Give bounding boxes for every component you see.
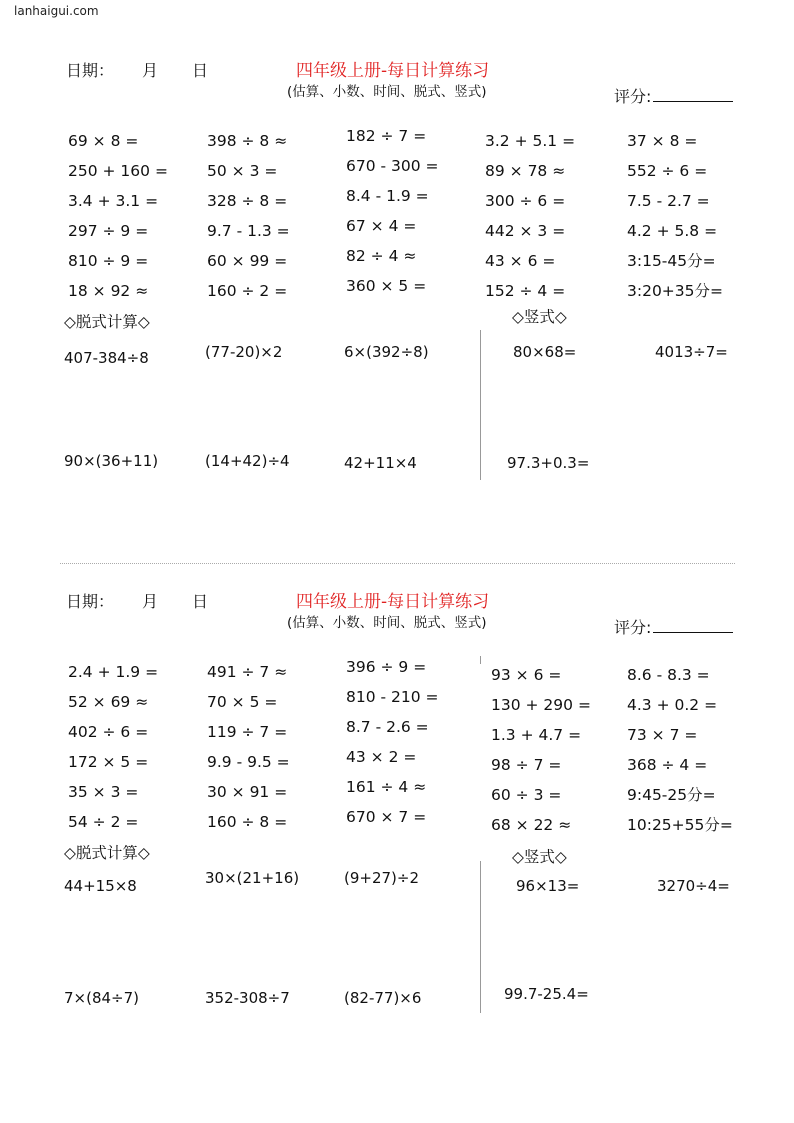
problem: 172 × 5 =: [68, 753, 149, 771]
worksheet-title: 四年级上册-每日计算练习: [296, 61, 490, 81]
problem: 4.3 + 0.2 =: [627, 696, 718, 714]
tuoshi-problem: 407-384÷8: [64, 349, 149, 367]
problem: 43 × 6 =: [485, 252, 556, 270]
problem: 396 ÷ 9 =: [346, 658, 427, 676]
problem: 161 ÷ 4 ≈: [346, 778, 427, 796]
section-divider-line: [480, 330, 481, 480]
problem: 10:25+55分=: [627, 816, 733, 834]
shushi-problem: 4013÷7=: [655, 343, 728, 361]
problem: 360 × 5 =: [346, 277, 427, 295]
problem-column-4: [491, 660, 591, 840]
problem: 98 ÷ 7 =: [491, 756, 562, 774]
worksheet-2: [0, 531, 794, 1031]
worksheet-title: 四年级上册-每日计算练习: [296, 592, 490, 612]
problem: 35 × 3 =: [68, 783, 139, 801]
problem: 119 ÷ 7 =: [207, 723, 288, 741]
problem: 9.9 - 9.5 =: [207, 753, 290, 771]
problem: 552 ÷ 6 =: [627, 162, 708, 180]
tuoshi-problem: 90×(36+11): [64, 452, 159, 470]
worksheet-subtitle: (估算、小数、时间、脱式、竖式): [287, 615, 487, 631]
tuoshi-problem: 6×(392÷8): [344, 343, 429, 361]
date-label: 日期：: [66, 61, 115, 80]
problem: 402 ÷ 6 =: [68, 723, 149, 741]
month-label: 月: [142, 592, 159, 611]
site-watermark: lanhaigui.com: [14, 4, 99, 18]
problem: 50 × 3 =: [207, 162, 278, 180]
problem: 182 ÷ 7 =: [346, 127, 427, 145]
problem: 9:45-25分=: [627, 786, 716, 804]
problem: 93 × 6 =: [491, 666, 562, 684]
problem: 328 ÷ 8 =: [207, 192, 288, 210]
section-divider-line: [480, 861, 481, 1013]
problem: 37 × 8 =: [627, 132, 698, 150]
problem: 3.4 + 3.1 =: [68, 192, 159, 210]
day-label: 日: [192, 592, 209, 611]
score-blank[interactable]: [653, 85, 733, 102]
shushi-problem: 96×13=: [516, 877, 580, 895]
problem: 442 × 3 =: [485, 222, 566, 240]
problem: 670 × 7 =: [346, 808, 427, 826]
tuoshi-problem: 352-308÷7: [205, 989, 290, 1007]
shushi-section-label: ◇竖式◇: [512, 308, 567, 326]
problem: 491 ÷ 7 ≈: [207, 663, 288, 681]
problem: 68 × 22 ≈: [491, 816, 572, 834]
problem: 8.7 - 2.6 =: [346, 718, 429, 736]
problem-column-4: [485, 126, 575, 306]
problem: 69 × 8 =: [68, 132, 139, 150]
problem: 82 ÷ 4 ≈: [346, 247, 417, 265]
tuoshi-problem: (14+42)÷4: [205, 452, 290, 470]
problem: 7.5 - 2.7 =: [627, 192, 710, 210]
shushi-problem: 99.7-25.4=: [504, 985, 589, 1003]
score-blank[interactable]: [653, 616, 733, 633]
problem: 160 ÷ 2 =: [207, 282, 288, 300]
problem: 810 - 210 =: [346, 688, 439, 706]
tuoshi-problem: 30×(21+16): [205, 869, 300, 887]
problem: 52 × 69 ≈: [68, 693, 149, 711]
problem: 2.4 + 1.9 =: [68, 663, 159, 681]
problem-column-2: [207, 126, 290, 306]
problem-column-2: [207, 657, 290, 837]
shushi-problem: 97.3+0.3=: [507, 454, 590, 472]
problem: 8.4 - 1.9 =: [346, 187, 429, 205]
problem: 9.7 - 1.3 =: [207, 222, 290, 240]
problem: 152 ÷ 4 =: [485, 282, 566, 300]
day-label: 日: [192, 61, 209, 80]
problem: 70 × 5 =: [207, 693, 278, 711]
score-label: 评分:: [614, 87, 652, 106]
tuoshi-section-label: ◇脱式计算◇: [64, 844, 150, 862]
shushi-problem: 80×68=: [513, 343, 577, 361]
tuoshi-problem: 7×(84÷7): [64, 989, 140, 1007]
score-field: [614, 615, 733, 638]
problem: 160 ÷ 8 =: [207, 813, 288, 831]
tuoshi-problem: (77-20)×2: [205, 343, 283, 361]
problem: 3:15-45分=: [627, 252, 716, 270]
section-divider-tick: [480, 656, 481, 664]
problem: 398 ÷ 8 ≈: [207, 132, 288, 150]
date-label: 日期：: [66, 592, 115, 611]
shushi-problem: 3270÷4=: [657, 877, 730, 895]
problem: 67 × 4 =: [346, 217, 417, 235]
problem: 300 ÷ 6 =: [485, 192, 566, 210]
problem: 43 × 2 =: [346, 748, 417, 766]
problem: 297 ÷ 9 =: [68, 222, 149, 240]
problem: 1.3 + 4.7 =: [491, 726, 582, 744]
tuoshi-problem: (82-77)×6: [344, 989, 422, 1007]
problem-column-3: [346, 121, 439, 301]
problem-column-5: [627, 660, 733, 840]
problem-column-1: [68, 657, 158, 837]
problem: 8.6 - 8.3 =: [627, 666, 710, 684]
tuoshi-section-label: ◇脱式计算◇: [64, 313, 150, 331]
problem: 130 + 290 =: [491, 696, 591, 714]
problem: 250 + 160 =: [68, 162, 168, 180]
problem: 4.2 + 5.8 =: [627, 222, 718, 240]
problem: 3:20+35分=: [627, 282, 724, 300]
problem: 60 × 99 =: [207, 252, 288, 270]
problem-column-1: [68, 126, 168, 306]
problem: 810 ÷ 9 =: [68, 252, 149, 270]
problem: 670 - 300 =: [346, 157, 439, 175]
worksheet-subtitle: (估算、小数、时间、脱式、竖式): [287, 84, 487, 100]
problem: 30 × 91 =: [207, 783, 288, 801]
problem: 368 ÷ 4 =: [627, 756, 708, 774]
problem: 54 ÷ 2 =: [68, 813, 139, 831]
tuoshi-problem: 44+15×8: [64, 877, 137, 895]
problem: 3.2 + 5.1 =: [485, 132, 576, 150]
tuoshi-problem: (9+27)÷2: [344, 869, 420, 887]
month-label: 月: [142, 61, 159, 80]
problem: 18 × 92 ≈: [68, 282, 149, 300]
shushi-section-label: ◇竖式◇: [512, 848, 567, 866]
tuoshi-problem: 42+11×4: [344, 454, 417, 472]
score-label: 评分:: [614, 618, 652, 637]
worksheet-1: [0, 0, 794, 500]
problem: 60 ÷ 3 =: [491, 786, 562, 804]
score-field: [614, 84, 733, 107]
problem-column-3: [346, 652, 439, 832]
problem: 89 × 78 ≈: [485, 162, 566, 180]
problem-column-5: [627, 126, 723, 306]
problem: 73 × 7 =: [627, 726, 698, 744]
